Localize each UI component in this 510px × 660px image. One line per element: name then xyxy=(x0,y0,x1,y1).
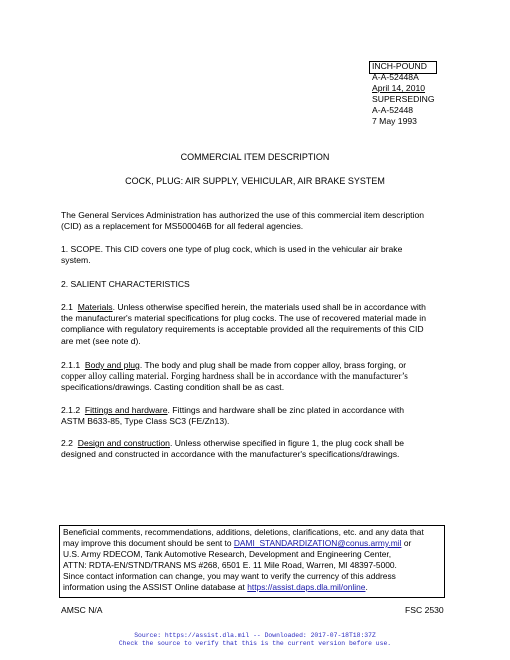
body-plug-first-line xyxy=(61,360,461,371)
fittings-first-line xyxy=(61,405,461,416)
comments-line: Since contact information can change, you may want to verify the currency of this address xyxy=(63,571,396,581)
fittings-line: ASTM B633-85, Type Class SC3 (FE/Zn13). xyxy=(61,416,230,427)
body-plug-title: Body and plug xyxy=(84,360,140,370)
materials-line: the manufacturer's material specifications for plug cocks. The use of recovered material made in xyxy=(61,313,426,324)
design-title: Design and construction xyxy=(77,438,170,448)
body-plug-line: specifications/drawings. Casting condition shall be as cast. xyxy=(61,382,285,393)
comments-line xyxy=(63,582,368,593)
section-number: 2.1 xyxy=(61,302,78,312)
section-number: 2.1.1 xyxy=(61,360,85,370)
superseded-date: 7 May 1993 xyxy=(372,116,417,126)
scope-paragraph xyxy=(61,244,461,266)
fittings-paragraph xyxy=(61,405,461,427)
assist-link[interactable]: https://assist.daps.dla.mil/online xyxy=(247,582,366,592)
scope-line: 1. SCOPE. This CID covers one type of plug cock, which is used in the vehicular air brake xyxy=(61,244,403,254)
comments-text: . xyxy=(365,582,368,592)
source-verify-line: Check the source to verify that this is the current version before use. xyxy=(118,640,392,647)
body-plug-line: copper alloy calling material. Forging hardness shall be in accordance with the manufacturer’s xyxy=(61,371,408,382)
body-plug-paragraph xyxy=(61,360,461,394)
salient-heading: 2. SALIENT CHARACTERISTICS xyxy=(61,279,190,289)
fittings-title: Fittings and hardware xyxy=(84,405,168,415)
doc-number: A-A-52448A xyxy=(372,72,419,82)
fittings-text: . Fittings and hardware shall be zinc plated in accordance with xyxy=(167,405,404,415)
design-text: . Unless otherwise specified in figure 1, the plug cock shall be xyxy=(169,438,405,448)
materials-text: . Unless otherwise specified herein, the materials used shall be in accordance with xyxy=(112,302,426,312)
body-plug-text: . The body and plug shall be made from copper alloy, brass forging, or xyxy=(139,360,407,370)
comments-line: U.S. Army RDECOM, Tank Automotive Research, Development and Engineering Center, xyxy=(63,549,392,559)
materials-line: compliance with regulatory requirements is acceptable provided all the requirements of this CID xyxy=(61,324,424,335)
scope-line: system. xyxy=(61,255,91,266)
source-line: Source: https://assist.dla.mil -- Downloaded: 2017-07-18T18:37Z xyxy=(134,632,376,639)
comments-line: ATTN: RDTA-EN/STND/TRANS MS #268, 6501 E. 11 Mile Road, Warren, MI 48397-5000. xyxy=(63,560,397,570)
doc-date: April 14, 2010 xyxy=(372,83,426,93)
design-first-line xyxy=(61,438,461,449)
section-number: 2.1.2 xyxy=(61,405,85,415)
intro-paragraph xyxy=(61,210,461,232)
email-link[interactable]: DAMI_STANDARDIZATION@conus.army.mil xyxy=(233,538,402,548)
comments-box xyxy=(59,525,445,598)
comments-text: may improve this document should be sent to xyxy=(63,538,234,548)
materials-title: Materials xyxy=(77,302,113,312)
amsc-label: AMSC N/A xyxy=(61,605,103,615)
materials-paragraph xyxy=(61,302,461,347)
inch-pound-label: INCH-POUND xyxy=(372,61,427,71)
superseded-number: A-A-52448 xyxy=(372,105,414,115)
materials-first-line xyxy=(61,302,461,313)
intro-line: (CID) as a replacement for MS500046B for all federal agencies. xyxy=(61,221,304,232)
intro-line: The General Services Administration has authorized the use of this commercial item description xyxy=(61,210,425,220)
section-number: 2.2 xyxy=(61,438,78,448)
document-title: COMMERCIAL ITEM DESCRIPTION xyxy=(180,152,330,162)
comments-text: or xyxy=(401,538,412,548)
comments-line: Beneficial comments, recommendations, additions, deletions, clarifications, etc. and any data that xyxy=(63,527,424,537)
document-subtitle: COCK, PLUG: AIR SUPPLY, VEHICULAR, AIR BRAKE SYSTEM xyxy=(125,176,385,186)
fsc-label: FSC 2530 xyxy=(405,605,444,615)
superseding-label: SUPERSEDING xyxy=(372,94,435,104)
materials-line: are met (see note d). xyxy=(61,335,141,346)
comments-text: information using the ASSIST Online database at xyxy=(63,582,248,592)
design-line: designed and constructed in accordance with the manufacturer's specifications/drawings. xyxy=(61,449,400,460)
comments-line xyxy=(63,538,411,549)
design-paragraph xyxy=(61,438,461,460)
